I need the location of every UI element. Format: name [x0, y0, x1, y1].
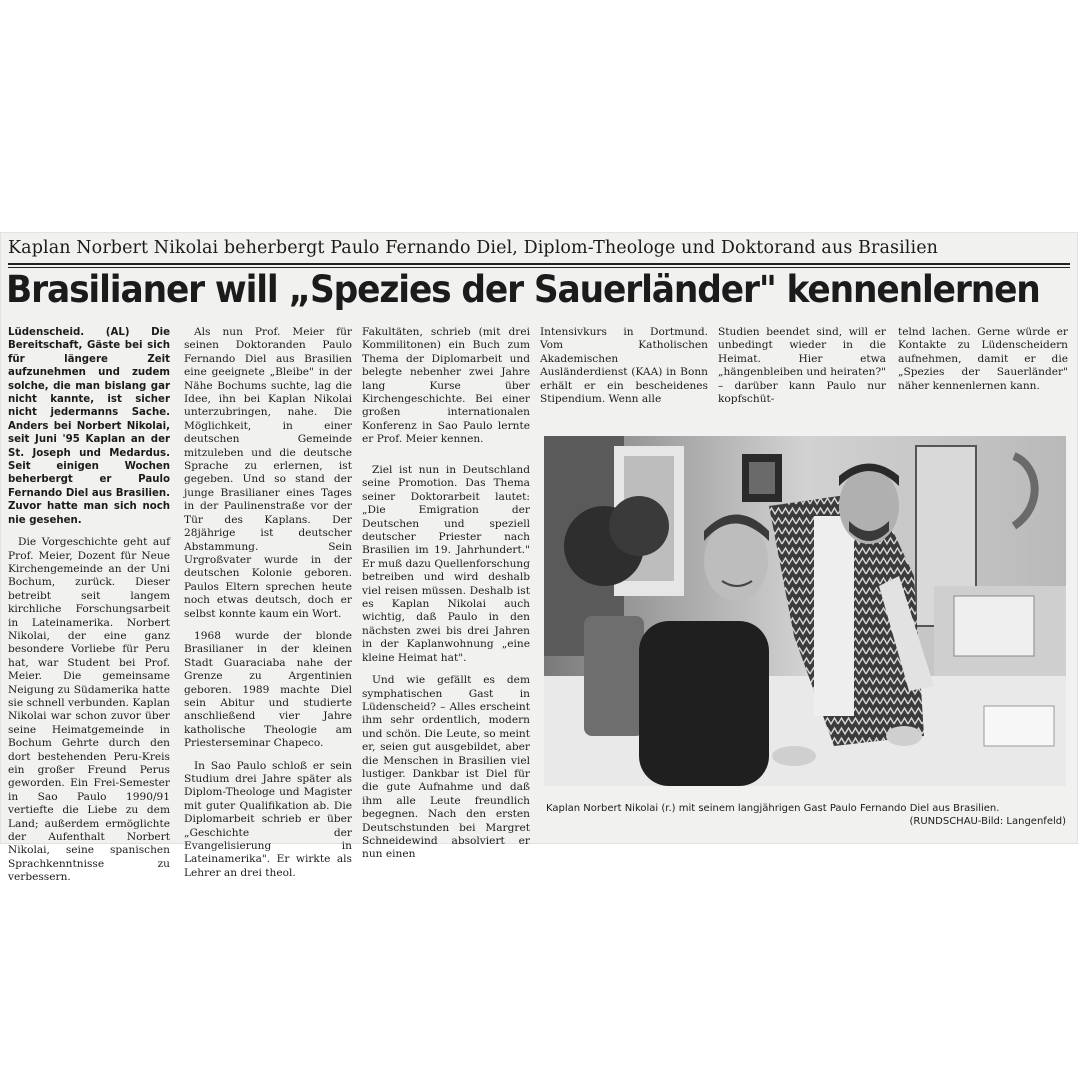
- text-column-4: [540, 326, 708, 415]
- body-paragraph: In Sao Paulo schloß er sein Studium drei Jahre später als Diplom-Theologe und Magister mit guter Qualifikation ab. Die Diplomarbeit schrieb er über „Geschichte der Evangelisierung in Lateinamerika". Er wirkte als Lehrer an drei theol.: [184, 759, 352, 879]
- text-column-2: [184, 326, 352, 889]
- kicker-rule: [8, 263, 1070, 265]
- article-kicker: Kaplan Norbert Nikolai beherbergt Paulo Fernando Diel, Diplom-Theologe und Doktorand aus Brasilien: [8, 238, 939, 258]
- body-paragraph: telnd lachen. Gerne würde er Kontakte zu Lüdenscheidern aufnehmen, damit er die „Spezies der Sauerländer" näher kennenlernen kann.: [898, 326, 1068, 392]
- photo-credit: (RUNDSCHAU-Bild: Langenfeld): [909, 816, 1066, 827]
- text-column-5: [718, 326, 886, 415]
- body-paragraph: Studien beendet sind, will er unbedingt wieder in die Heimat. Hier etwa „hängenbleiben und heiraten?" – darüber kann Paulo nur kopfschüt-: [718, 326, 886, 406]
- article-photo: [544, 436, 1066, 786]
- body-paragraph: Und wie gefällt es dem symphatischen Gast in Lüdenscheid? – Alles erscheint ihm sehr ordentlich, modern und schön. Die Leute, so meint er, seien gut ausgebildet, aber die Menschen in Brasilien viel lustiger. Dankbar ist Diel für die gute Aufnahme und daß ihm alle Leute freundlich begegnen. Nach den ersten Deutschstunden bei Margret Schneidewind absolviert er nun einen: [362, 674, 530, 861]
- body-paragraph: Intensivkurs in Dortmund. Vom Katholischen Akademischen Ausländerdienst (KAA) in Bonn erhält er ein bescheidenes Stipendium. Wenn alle: [540, 326, 708, 406]
- text-column-6: [898, 326, 1068, 402]
- body-paragraph: Fakultäten, schrieb (mit drei Kommilitonen) ein Buch zum Thema der Diplomarbeit und belegte nebenher zwei Jahre lang Kurse über Kirchengeschichte. Bei einer großen internationalen Konferenz in Sao Paulo lernte er Prof. Meier kennen.: [362, 326, 530, 446]
- caption-text: Kaplan Norbert Nikolai (r.) mit seinem langjährigen Gast Paulo Fernando Diel aus Brasilien.: [546, 803, 1000, 814]
- body-paragraph: 1968 wurde der blonde Brasilianer in der kleinen Stadt Guaraciaba nahe der Grenze zu Argentinien geboren. 1989 machte Diel sein Abitur und studierte anschließend vier Jahre katholische Theologie am Priesterseminar Chapeco.: [184, 629, 352, 750]
- body-paragraph: Als nun Prof. Meier für seinen Doktoranden Paulo Fernando Diel aus Brasilien eine geeignete „Bleibe" in der Nähe Bochums suchte, lag die Idee, ihn bei Kaplan Nikolai unterzubringen, nahe. Die Möglichkeit, in einer deutschen Gemeinde mitzuleben und die deutsche Sprache zu erlernen, ist gegeben. Und so stand der junge Brasilianer eines Tages in der Paulinenstraße vor der Tür des Kaplans. Der 28jährige ist deutscher Abstammung. Sein Urgroßvater wurde in der deutschen Kolonie geboren. Paulos Eltern sprechen heute noch etwas deutsch, doch er selbst konnte kaum ein Wort.: [184, 326, 352, 620]
- text-column-1: [8, 326, 170, 894]
- photo-caption: [546, 802, 1066, 828]
- article-headline: Brasilianer will „Spezies der Sauerländer" kennenlernen: [6, 268, 1040, 311]
- newspaper-clipping: [0, 232, 1078, 884]
- text-column-3: [362, 464, 530, 871]
- body-paragraph: Die Vorgeschichte geht auf Prof. Meier, Dozent für Neue Kirchengemeinde an der Uni Bochum, zurück. Dieser betreibt seit langem kirchliche Forschungsarbeit in Lateinamerika. Norbert Nikolai, der eine ganz besondere Vorliebe für Peru hat, war Student bei Prof. Meier. Die gemeinsame Neigung zu Südamerika hatte sie schnell verbunden. Kaplan Nikolai war schon zuvor über seine Heimatgemeinde in Bochum Gehrte durch den dort bestehenden Peru-Kreis ein großer Freund Perus geworden. Ein Frei-Semester in Sao Paulo 1990/91 vertiefte die Liebe zu dem Land; außerdem ermöglichte der Aufenthalt Norbert Nikolai, seine spanischen Sprachkenntnisse zu verbessern.: [8, 536, 170, 884]
- lead-paragraph: Lüdenscheid. (AL) Die Bereitschaft, Gäste bei sich für längere Zeit aufzunehmen und zudem solche, die man bislang gar nicht kannte, ist sicher nicht jedermanns Sache. Anders bei Norbert Nikolai, seit Juni '95 Kaplan an der St. Joseph und Medardus. Seit einigen Wochen beherbergt er Paulo Fernando Diel aus Brasilien. Zuvor hatte man sich noch nie gesehen.: [8, 327, 170, 526]
- photo-illustration: [544, 436, 1066, 786]
- text-column-3-top: [362, 326, 530, 456]
- body-paragraph: Ziel ist nun in Deutschland seine Promotion. Das Thema seiner Doktorarbeit lautet: „Die Emigration der Deutschen und speziell deutscher Priester nach Brasilien im 19. Jahrhundert." Er muß dazu Quellenforschung betreiben und wird deshalb viel reisen müssen. Deshalb ist es Kaplan Nikolai auch wichtig, daß Paulo in den nächsten zwei bis drei Jahren in der Kaplanwohnung „eine kleine Heimat hat".: [362, 464, 530, 664]
